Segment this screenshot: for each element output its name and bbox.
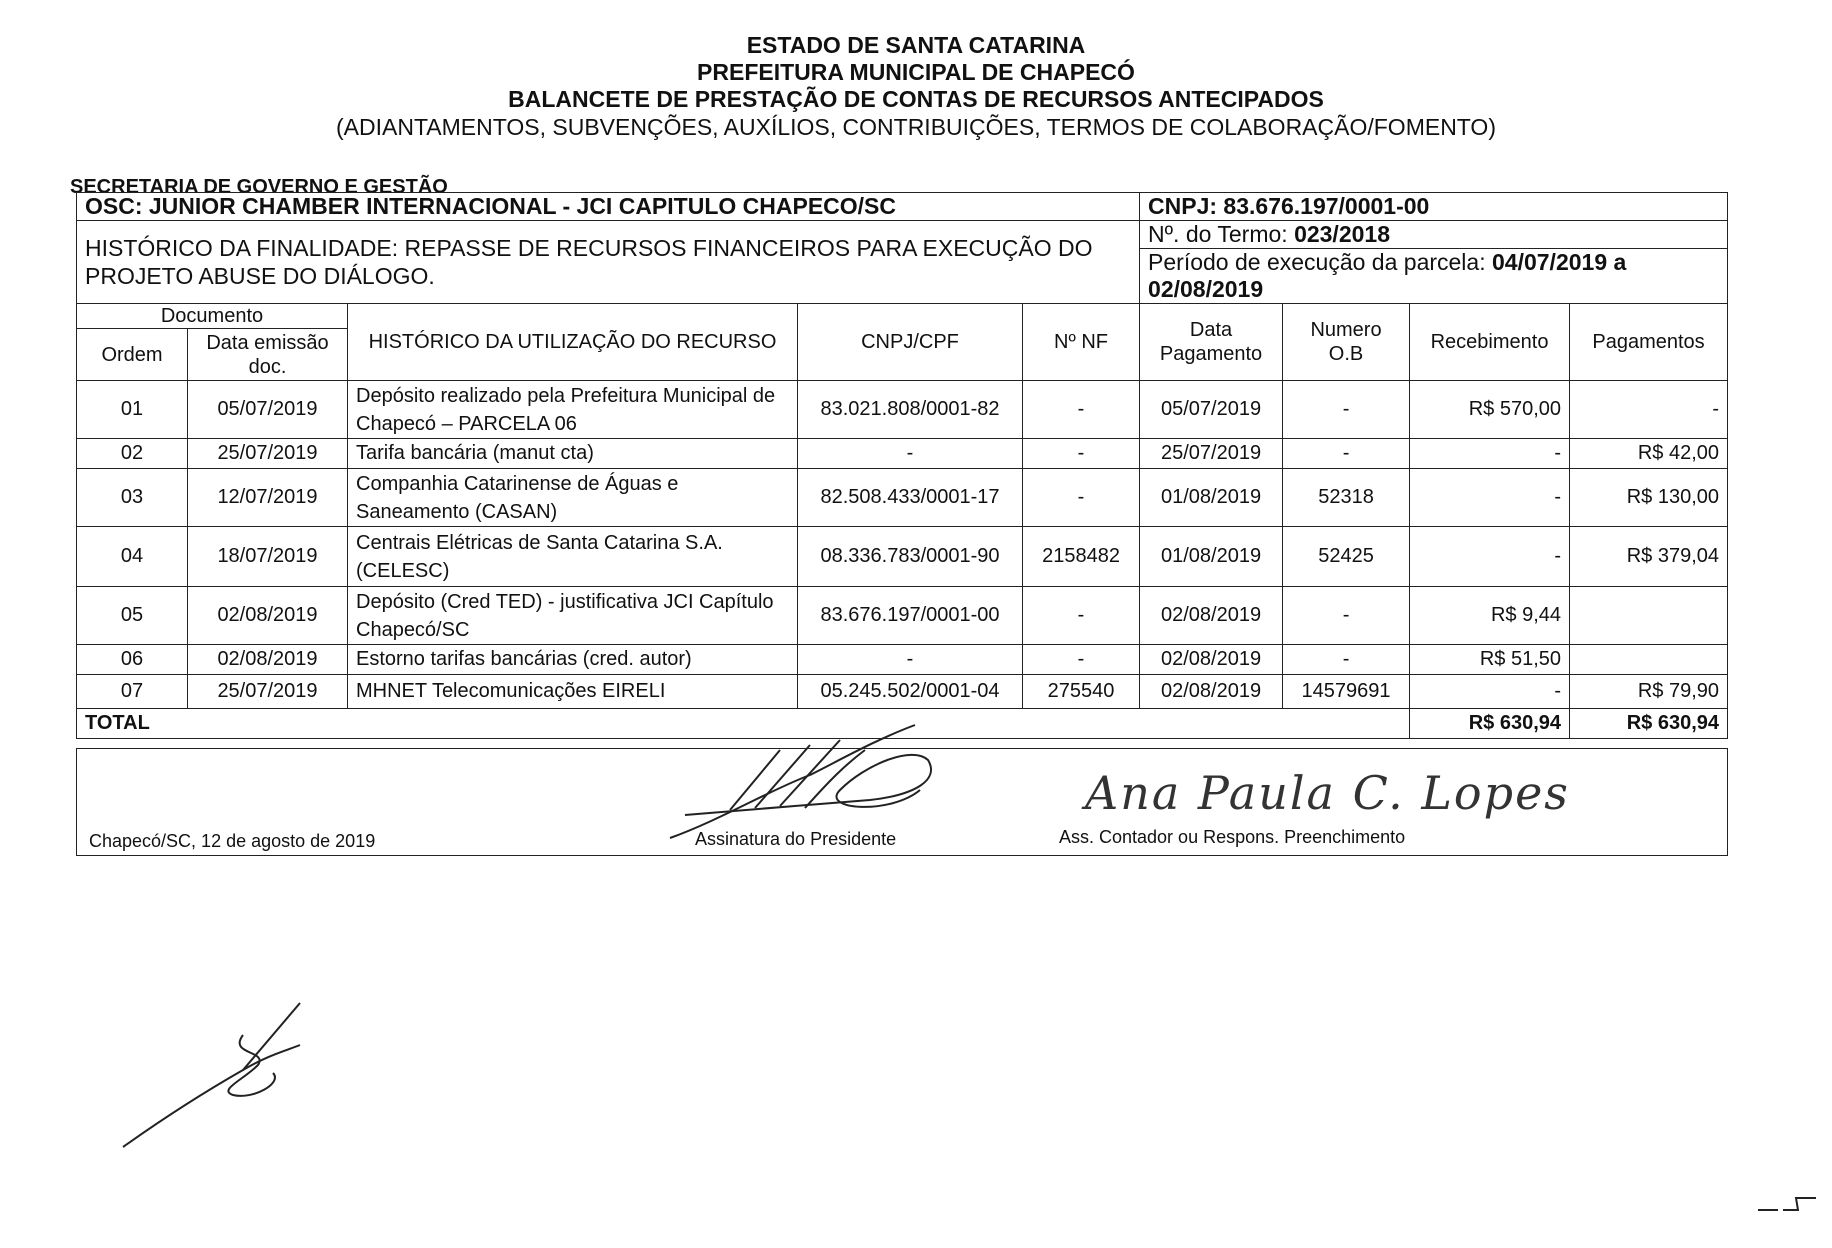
- col-header-numero-ob: Numero O.B: [1283, 304, 1410, 381]
- cell-ob: 52425: [1283, 527, 1410, 587]
- cell-cnpj: 83.021.808/0001-82: [798, 381, 1023, 439]
- table-row: [77, 439, 1728, 469]
- table-row: [77, 587, 1728, 645]
- cell-cnpj: 82.508.433/0001-17: [798, 469, 1023, 527]
- periodo-cell: [1140, 249, 1728, 304]
- cell-historico: MHNET Telecomunicações EIRELI: [348, 675, 798, 709]
- cell-ob: -: [1283, 439, 1410, 469]
- header-title: BALANCETE DE PRESTAÇÃO DE CONTAS DE RECURSOS ANTECIPADOS: [508, 86, 1324, 112]
- col-header-cnpj: CNPJ/CPF: [798, 304, 1023, 381]
- total-label: TOTAL: [77, 709, 1410, 739]
- cell-pagamento: R$ 379,04: [1570, 527, 1728, 587]
- cell-cnpj: 05.245.502/0001-04: [798, 675, 1023, 709]
- cell-cnpj: -: [798, 439, 1023, 469]
- table-row: [77, 469, 1728, 527]
- cell-nf: -: [1023, 645, 1140, 675]
- cell-data: 25/07/2019: [188, 675, 348, 709]
- cell-ordem: 02: [77, 439, 188, 469]
- cell-ordem: 06: [77, 645, 188, 675]
- osc-cnpj: CNPJ: 83.676.197/0001-00: [1140, 193, 1728, 221]
- cell-historico: Depósito (Cred TED) - justificativa JCI Capítulo Chapecó/SC: [348, 587, 798, 645]
- corner-scan-mark: [1758, 1190, 1818, 1220]
- col-header-nf: Nº NF: [1023, 304, 1140, 381]
- cell-recebimento: -: [1410, 439, 1570, 469]
- header-city-hall: PREFEITURA MUNICIPAL DE CHAPECÓ: [697, 59, 1135, 85]
- col-header-recebimento: Recebimento: [1410, 304, 1570, 381]
- cell-pagamento: R$ 79,90: [1570, 675, 1728, 709]
- cell-data-pagamento: 02/08/2019: [1140, 587, 1283, 645]
- contador-handwritten-name: Ana Paula C. Lopes: [1085, 766, 1570, 820]
- initials-scrawl: [118, 995, 308, 1155]
- cell-data: 25/07/2019: [188, 439, 348, 469]
- presidente-signature-label: Assinatura do Presidente: [695, 829, 897, 849]
- cell-data: 12/07/2019: [188, 469, 348, 527]
- cell-data: 02/08/2019: [188, 645, 348, 675]
- cell-recebimento: -: [1410, 469, 1570, 527]
- cell-ob: 14579691: [1283, 675, 1410, 709]
- cell-cnpj: 08.336.783/0001-90: [798, 527, 1023, 587]
- cell-recebimento: R$ 51,50: [1410, 645, 1570, 675]
- cell-ob: -: [1283, 587, 1410, 645]
- cell-ob: -: [1283, 645, 1410, 675]
- document-header: [0, 32, 1832, 142]
- cell-recebimento: R$ 9,44: [1410, 587, 1570, 645]
- header-row-top: [77, 304, 1728, 329]
- cell-nf: -: [1023, 439, 1140, 469]
- col-header-data-emissao: Data emissão doc.: [188, 329, 348, 381]
- cell-ob: -: [1283, 381, 1410, 439]
- cell-cnpj: -: [798, 645, 1023, 675]
- cell-data-pagamento: 01/08/2019: [1140, 469, 1283, 527]
- total-pagamentos: R$ 630,94: [1570, 709, 1728, 739]
- cell-data-pagamento: 05/07/2019: [1140, 381, 1283, 439]
- total-recebimento: R$ 630,94: [1410, 709, 1570, 739]
- cell-historico: Companhia Catarinense de Águas e Saneamento (CASAN): [348, 469, 798, 527]
- place-date: Chapecó/SC, 12 de agosto de 2019: [89, 831, 376, 851]
- cell-recebimento: R$ 570,00: [1410, 381, 1570, 439]
- col-header-ordem: Ordem: [77, 329, 188, 381]
- cell-nf: -: [1023, 469, 1140, 527]
- periodo-label: Período de execução da parcela:: [1148, 249, 1492, 275]
- cell-historico: Centrais Elétricas de Santa Catarina S.A. (CELESC): [348, 527, 798, 587]
- col-header-pagamentos: Pagamentos: [1570, 304, 1728, 381]
- osc-name: OSC: JUNIOR CHAMBER INTERNACIONAL - JCI CAPITULO CHAPECO/SC: [77, 193, 1140, 221]
- finalidade-text: HISTÓRICO DA FINALIDADE: REPASSE DE RECURSOS FINANCEIROS PARA EXECUÇÃO DO PROJETO ABUSE DO DIÁLOGO.: [77, 221, 1140, 304]
- cell-recebimento: -: [1410, 527, 1570, 587]
- periodo-value: 04/07/2019 a 02/08/2019: [1148, 249, 1627, 302]
- table-row: [77, 527, 1728, 587]
- cell-ordem: 07: [77, 675, 188, 709]
- cell-historico: Depósito realizado pela Prefeitura Municipal de Chapecó – PARCELA 06: [348, 381, 798, 439]
- info-row-historico: [77, 221, 1728, 249]
- cell-data-pagamento: 01/08/2019: [1140, 527, 1283, 587]
- cell-ordem: 01: [77, 381, 188, 439]
- table-row: [77, 381, 1728, 439]
- cell-nf: -: [1023, 587, 1140, 645]
- cell-pagamento: -: [1570, 381, 1728, 439]
- header-state: ESTADO DE SANTA CATARINA: [746, 32, 1086, 58]
- cell-pagamento: R$ 130,00: [1570, 469, 1728, 527]
- cell-ordem: 03: [77, 469, 188, 527]
- termo-cell: [1140, 221, 1728, 249]
- cell-nf: 2158482: [1023, 527, 1140, 587]
- cell-data: 18/07/2019: [188, 527, 348, 587]
- cell-data-pagamento: 02/08/2019: [1140, 675, 1283, 709]
- cell-nf: -: [1023, 381, 1140, 439]
- cell-ordem: 05: [77, 587, 188, 645]
- cell-data: 02/08/2019: [188, 587, 348, 645]
- cell-data-pagamento: 25/07/2019: [1140, 439, 1283, 469]
- col-header-data-pagamento: Data Pagamento: [1140, 304, 1283, 381]
- col-header-historico: HISTÓRICO DA UTILIZAÇÃO DO RECURSO: [348, 304, 798, 381]
- cell-pagamento: R$ 42,00: [1570, 439, 1728, 469]
- cell-ordem: 04: [77, 527, 188, 587]
- termo-value: 023/2018: [1294, 221, 1390, 247]
- info-row-osc: [77, 193, 1728, 221]
- cell-recebimento: -: [1410, 675, 1570, 709]
- table-row: [77, 675, 1728, 709]
- contador-signature-label: Ass. Contador ou Respons. Preenchimento: [1059, 827, 1406, 847]
- accounts-table: [76, 192, 1728, 739]
- cell-data: 05/07/2019: [188, 381, 348, 439]
- presidente-signature-scrawl: [660, 720, 980, 850]
- cell-nf: 275540: [1023, 675, 1140, 709]
- secretaria-label: SECRETARIA DE GOVERNO E GESTÃO: [70, 176, 448, 198]
- cell-pagamento: [1570, 587, 1728, 645]
- cell-historico: Tarifa bancária (manut cta): [348, 439, 798, 469]
- cell-historico: Estorno tarifas bancárias (cred. autor): [348, 645, 798, 675]
- table-row: [77, 645, 1728, 675]
- cell-data-pagamento: 02/08/2019: [1140, 645, 1283, 675]
- cell-ob: 52318: [1283, 469, 1410, 527]
- cell-cnpj: 83.676.197/0001-00: [798, 587, 1023, 645]
- cell-pagamento: [1570, 645, 1728, 675]
- termo-label: Nº. do Termo:: [1148, 221, 1295, 247]
- header-subtitle: (ADIANTAMENTOS, SUBVENÇÕES, AUXÍLIOS, CONTRIBUIÇÕES, TERMOS DE COLABORAÇÃO/FOMENTO): [336, 114, 1496, 140]
- col-header-documento: Documento: [77, 304, 348, 329]
